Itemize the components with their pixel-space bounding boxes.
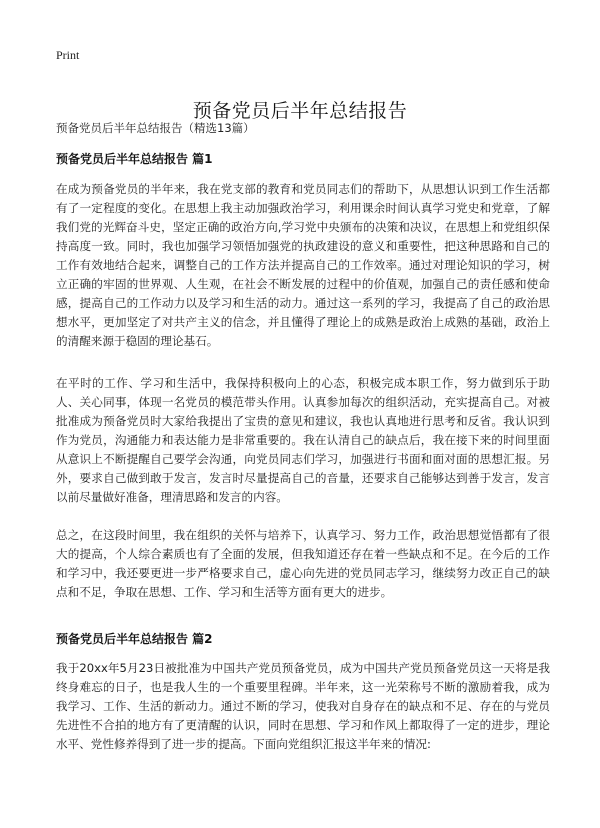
paragraph: 总之，在这段时间里，我在组织的关怀与培养下，认真学习、努力工作，政治思想觉悟都有了很大的提高，个人综合素质也有了全面的发展，但我知道还存在着一些缺点和不足。在今后的工作和学习中，我还要更进一步严格要求自己，虚心向先进的党员同志学习，继续努力改正自己的缺点和不足，争取在思想、工作、学习和生活等方面有更大的进步。 [56,528,550,599]
paragraph: 我于20xx年5月23日被批准为中国共产党员预备党员，成为中国共产党员预备党员这一天将是我终身难忘的日子，也是我人生的一个重要里程碑。半年来，这一光荣称号不断的激励着我，成为我学习、工作、生活的新动力。通过不断的学习，使我对自身存在的缺点和不足、存在的与党员先进性不合拍的地方有了更清醒的认识，同时在思想、学习和作风上都取得了一定的进步，理论水平、党性修养得到了进一步的提高。下面向党组织汇报这半年来的情况: [56,661,550,751]
paragraph: 在平时的工作、学习和生活中，我保持积极向上的心态，积极完成本职工作，努力做到乐于助人、关心同事，体现一名党员的模范带头作用。认真参加每次的组织活动，充实提高自己。对被批准成为预备党员时大家给我提出了宝贵的意见和建议，我也认真地进行思考和反省。我认识到作为党员，沟通能力和表达能力是非常重要的。我在认清自己的缺点后，我在接下来的时间里面从意识上不断提醒自己要学会沟通，向党员同志们学习，加强进行书面和面对面的思想汇报。另外，要求自己做到敢于发言，发言时尽量提高自己的音量，还要求自己能够达到善于发言，发言以前尽量做好准备，理清思路和发言的内容。 [56,376,550,504]
document-subtitle: 预备党员后半年总结报告（精选13篇） [56,121,255,135]
section-heading-1: 预备党员后半年总结报告 篇1 [56,152,213,166]
section-heading-2: 预备党员后半年总结报告 篇2 [56,632,213,646]
paragraph: 在成为预备党员的半年来，我在党支部的教育和党员同志们的帮助下，从思想认识到工作生活都有了一定程度的变化。在思想上我主动加强政治学习，利用课余时间认真学习党史和党章，了解我们党的光辉奋斗史，坚定正确的政治方向,学习党中央颁布的决策和决议，在思想上和党组织保持高度一致。同时，我也加强学习领悟加强党的执政建设的意义和重要性，把这种思路和自己的工作有效地结合起来，调整自己的工作方法并提高自己的工作效率。通过对理论知识的学习，树立正确的牢固的世界观、人生观，在社会不断发展的过程中的价值观，加强自己的责任感和使命感，提高自己的工作动力以及学习和生活的动力。通过这一系列的学习，我提高了自己的政治思想水平，更加坚定了对共产主义的信念，并且懂得了理论上的成熟是政治上成熟的基础，政治上的清醒来源于稳固的理论基石。 [56,182,550,348]
document-title: 预备党员后半年总结报告 [192,99,408,122]
print-link[interactable]: Print [56,48,80,62]
